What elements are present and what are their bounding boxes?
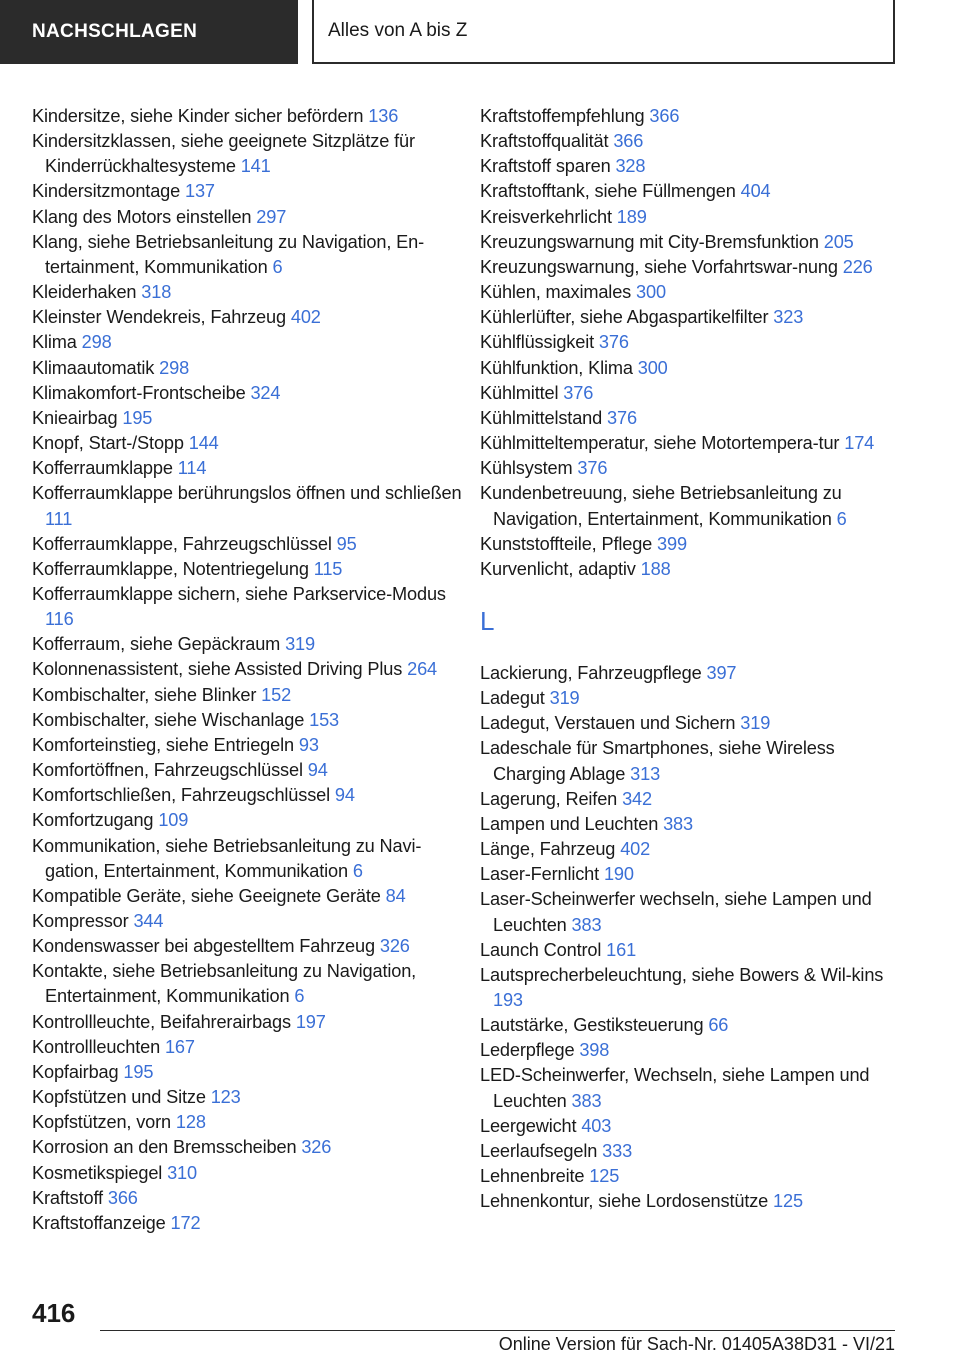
- page-reference-link[interactable]: 128: [175, 1112, 206, 1133]
- index-entry: [32, 481, 462, 531]
- index-column-left: [32, 104, 462, 1236]
- section-letter-heading: L: [480, 605, 495, 636]
- index-entry-text: Kühlsystem: [480, 458, 573, 479]
- index-entry: [480, 532, 900, 557]
- index-entry: [480, 381, 900, 406]
- page-reference-link[interactable]: 300: [636, 282, 666, 303]
- index-entry: [480, 481, 900, 531]
- index-entry-text: Kosmetikspiegel: [32, 1162, 163, 1183]
- index-entry-text: Komfortzugang: [32, 810, 154, 831]
- footer-divider: [100, 1330, 895, 1331]
- page-reference-link[interactable]: 298: [81, 332, 112, 353]
- index-entry-text: Kofferraumklappe sichern, siehe Parkservice-Modus: [32, 583, 446, 604]
- page-reference-link[interactable]: 319: [549, 688, 580, 709]
- index-entry-text: Kindersitze, siehe Kinder sicher befördern: [32, 106, 364, 126]
- index-entry: [32, 1161, 462, 1186]
- index-entry-text: Kühlflüssigkeit: [480, 332, 595, 353]
- index-entry: [480, 356, 900, 381]
- index-entry: [32, 456, 462, 481]
- index-entry: [480, 862, 900, 887]
- page-reference-link[interactable]: 326: [379, 936, 410, 957]
- page-reference-link[interactable]: 161: [606, 939, 637, 960]
- index-entry: [32, 783, 462, 808]
- page-reference-link[interactable]: 190: [603, 864, 634, 885]
- index-entry-text: Lehnenkontur, siehe Lordosenstütze: [480, 1191, 769, 1212]
- index-entry-text: Kleinster Wendekreis, Fahrzeug: [32, 307, 286, 328]
- index-entry: [32, 1035, 462, 1060]
- page-reference-link[interactable]: 264: [407, 659, 438, 680]
- index-entry-text: Kurvenlicht, adaptiv: [480, 558, 636, 579]
- index-entry: [480, 1038, 900, 1063]
- index-entry: [480, 305, 900, 330]
- index-entry-text: Lampen und Leuchten: [480, 813, 659, 834]
- index-entry-text: Kindersitzklassen, siehe geeignete Sitzplätze für Kinderrückhaltesysteme: [32, 131, 415, 177]
- index-entry-text: Kommunikation, siehe Betriebsanleitung zu Navi-gation, Entertainment, Kommunikation: [32, 835, 422, 881]
- index-column-right: [480, 104, 900, 1214]
- index-entry: [32, 758, 462, 783]
- page-reference-link[interactable]: 188: [640, 558, 671, 579]
- page-reference-link[interactable]: 324: [250, 382, 281, 403]
- index-entry-text: Kühlen, maximales: [480, 282, 632, 303]
- index-entry: [480, 1189, 900, 1214]
- page-reference-link[interactable]: 136: [368, 106, 399, 126]
- index-entry-text: Kraftstofftank, siehe Füllmengen: [480, 181, 736, 202]
- index-entry: [32, 884, 462, 909]
- page-reference-link[interactable]: 383: [663, 813, 693, 834]
- index-entry: [480, 406, 900, 431]
- index-entry: [480, 686, 900, 711]
- index-entry-text: Kreuzungswarnung, siehe Vorfahrtswar-nung: [480, 256, 838, 277]
- page-reference-link[interactable]: 366: [649, 106, 680, 126]
- index-entry: [480, 179, 900, 204]
- page-reference-link[interactable]: 344: [133, 911, 164, 931]
- index-entry-text: Kraftstoffqualität: [480, 131, 609, 152]
- page-number: 416: [32, 1298, 76, 1328]
- index-entry: [480, 812, 900, 837]
- index-entry-text: Komfortöffnen, Fahrzeugschlüssel: [32, 760, 303, 781]
- index-entry-text: Kühlmitteltemperatur, siehe Motortempera-tur: [480, 433, 840, 454]
- page-reference-link[interactable]: 383: [571, 914, 602, 935]
- section-tab: NACHSCHLAGEN: [0, 0, 298, 64]
- index-entry-text: Kompatible Geräte, siehe Geeignete Geräte: [32, 885, 381, 906]
- index-entry-text: Ladegut, Verstauen und Sichern: [480, 713, 736, 734]
- index-entry: [32, 431, 462, 456]
- index-entry-text: Kompressor: [32, 911, 129, 931]
- index-entry: [32, 305, 462, 330]
- page-reference-link[interactable]: 366: [613, 131, 644, 152]
- page-reference-link[interactable]: 144: [188, 433, 219, 454]
- index-entry: [32, 129, 462, 179]
- index-entry-text: Kundenbetreuung, siehe Betriebsanleitung zu Navigation, Entertainment, Kommunikation: [480, 483, 842, 529]
- page-reference-link[interactable]: 318: [141, 282, 172, 303]
- index-entry-text: Kindersitzmontage: [32, 181, 181, 202]
- page-reference-link[interactable]: 319: [285, 634, 315, 655]
- page-reference-link[interactable]: 397: [706, 662, 737, 683]
- page-reference-link[interactable]: 376: [607, 407, 637, 428]
- index-entry-text: Kofferraumklappe berührungslos öffnen und schließen: [32, 483, 462, 504]
- page-reference-link[interactable]: 84: [385, 885, 406, 906]
- page-reference-link[interactable]: 399: [657, 533, 687, 554]
- index-entry: [480, 787, 900, 812]
- index-entry: [480, 154, 900, 179]
- index-entry-text: Kopfstützen und Sitze: [32, 1087, 206, 1108]
- page-reference-link[interactable]: 328: [615, 156, 646, 177]
- index-entry: [480, 661, 900, 686]
- index-entry-text: Kofferraumklappe: [32, 458, 173, 479]
- index-entry: [32, 834, 462, 884]
- index-entry-text: Kopfstützen, vorn: [32, 1112, 171, 1133]
- page-header: [0, 0, 960, 66]
- index-entry-text: Kopfairbag: [32, 1061, 119, 1082]
- page-reference-link[interactable]: 152: [261, 684, 292, 705]
- page-reference-link[interactable]: 93: [298, 734, 319, 755]
- page-reference-link[interactable]: 95: [336, 533, 357, 554]
- index-entry: [480, 1063, 900, 1113]
- index-entry: [480, 230, 900, 255]
- index-entry-text: Laser-Scheinwerfer wechseln, siehe Lampen und Leuchten: [480, 889, 872, 935]
- page-reference-link[interactable]: 319: [740, 713, 771, 734]
- page-reference-link[interactable]: 197: [295, 1011, 326, 1032]
- page-reference-link[interactable]: 310: [167, 1162, 197, 1183]
- page-reference-link[interactable]: 167: [164, 1036, 195, 1057]
- page-reference-link[interactable]: 313: [630, 763, 661, 784]
- index-entry: [32, 557, 462, 582]
- page-reference-link[interactable]: 404: [740, 181, 771, 202]
- page-reference-link[interactable]: 297: [256, 206, 287, 227]
- index-entry: [32, 1060, 462, 1085]
- index-entry: [32, 381, 462, 406]
- index-entry: [480, 1013, 900, 1038]
- index-entry-text: Knieairbag: [32, 407, 118, 428]
- page-reference-link[interactable]: 333: [602, 1140, 633, 1161]
- page-reference-link[interactable]: 205: [823, 231, 854, 252]
- index-entry-text: Kontakte, siehe Betriebsanleitung zu Navigation, Entertainment, Kommunikation: [32, 961, 417, 1007]
- index-entry-text: LED-Scheinwerfer, Wechseln, siehe Lampen und Leuchten: [480, 1065, 870, 1111]
- page-reference-link[interactable]: 189: [616, 206, 647, 227]
- page-reference-link[interactable]: 111: [45, 508, 73, 529]
- page-reference-link[interactable]: 193: [493, 990, 523, 1010]
- index-entry-text: Kofferraumklappe, Notentriegelung: [32, 558, 309, 579]
- index-entry-text: Kraftstoff sparen: [480, 156, 611, 177]
- index-entry-text: Klang, siehe Betriebsanleitung zu Navigation, En-tertainment, Kommunikation: [32, 231, 425, 277]
- index-entry-text: Klang des Motors einstellen: [32, 206, 252, 227]
- index-entry-text: Kühlmittel: [480, 382, 559, 403]
- index-entry-text: Kreisverkehrlicht: [480, 206, 612, 227]
- index-entry-text: Leergewicht: [480, 1115, 577, 1136]
- page-reference-link[interactable]: 172: [170, 1212, 201, 1233]
- index-entry-text: Lautsprecherbeleuchtung, siehe Bowers & Wil-kins: [480, 964, 884, 985]
- page-reference-link[interactable]: 174: [844, 433, 875, 454]
- page-reference-link[interactable]: 376: [577, 458, 608, 479]
- page-reference-link[interactable]: 137: [185, 181, 215, 202]
- index-entry-text: Lackierung, Fahrzeugpflege: [480, 662, 702, 683]
- index-entry-text: Kraftstoff: [32, 1187, 103, 1208]
- page-reference-link[interactable]: 94: [334, 785, 355, 806]
- index-entry: [480, 736, 900, 786]
- index-entry: [480, 963, 900, 1013]
- page-reference-link[interactable]: 300: [637, 357, 668, 378]
- page-reference-link[interactable]: 226: [842, 256, 873, 277]
- page-reference-link[interactable]: 114: [177, 458, 207, 479]
- page-reference-link[interactable]: 402: [290, 307, 321, 328]
- index-entry-text: Kraftstoffempfehlung: [480, 106, 645, 126]
- index-entry: [480, 205, 900, 230]
- index-entry: [32, 934, 462, 959]
- index-entry: [32, 909, 462, 934]
- index-entry-text: Kühlfunktion, Klima: [480, 357, 633, 378]
- page-reference-link[interactable]: 123: [210, 1087, 241, 1108]
- index-entry-text: Lagerung, Reifen: [480, 788, 618, 809]
- page-reference-link[interactable]: 115: [313, 558, 343, 579]
- index-entry: [480, 938, 900, 963]
- index-entry-text: Kombischalter, siehe Wischanlage: [32, 709, 305, 730]
- page-reference-link[interactable]: 125: [773, 1191, 803, 1212]
- index-entry-text: Kreuzungswarnung mit City-Bremsfunktion: [480, 231, 819, 252]
- page-reference-link[interactable]: 153: [309, 709, 340, 730]
- index-entry: [32, 406, 462, 431]
- page-reference-link[interactable]: 6: [272, 256, 283, 277]
- index-entry: [32, 1135, 462, 1160]
- index-entry: [480, 1164, 900, 1189]
- index-entry: [32, 683, 462, 708]
- index-entry: [32, 657, 462, 682]
- index-entry-text: Klima: [32, 332, 77, 353]
- index-entry-text: Kleiderhaken: [32, 282, 137, 303]
- index-entry: [32, 1211, 462, 1236]
- index-entry: [32, 104, 462, 129]
- index-entry: [480, 129, 900, 154]
- index-entry-text: Klimakomfort-Frontscheibe: [32, 382, 246, 403]
- index-entry-text: Kühlerlüfter, siehe Abgaspartikelfilter: [480, 307, 769, 328]
- page-reference-link[interactable]: 94: [307, 760, 328, 781]
- page-reference-link[interactable]: 376: [598, 332, 629, 353]
- index-entry-text: Kontrollleuchte, Beifahrerairbags: [32, 1011, 291, 1032]
- index-entry: [480, 711, 900, 736]
- page-reference-link[interactable]: 403: [581, 1115, 612, 1136]
- index-entry-text: Kühlmittelstand: [480, 407, 603, 428]
- page-reference-link[interactable]: 366: [107, 1187, 138, 1208]
- page-reference-link[interactable]: 398: [579, 1040, 610, 1061]
- index-entry: [480, 1139, 900, 1164]
- index-entry-text: Kraftstoffanzeige: [32, 1212, 166, 1233]
- index-entry: [32, 205, 462, 230]
- index-entry: [480, 280, 900, 305]
- index-entry-text: Korrosion an den Bremsscheiben: [32, 1137, 297, 1158]
- index-entry-text: Ladeschale für Smartphones, siehe Wireless Charging Ablage: [480, 738, 835, 784]
- index-group-k: [480, 104, 900, 582]
- index-entry: [32, 959, 462, 1009]
- page-reference-link[interactable]: 402: [620, 839, 651, 860]
- index-entry: [32, 632, 462, 657]
- page-reference-link[interactable]: 195: [122, 407, 153, 428]
- index-entry: [480, 1114, 900, 1139]
- index-entry-text: Komfortschließen, Fahrzeugschlüssel: [32, 785, 331, 806]
- index-entry: [480, 456, 900, 481]
- index-entry: [480, 557, 900, 582]
- index-entry-text: Lautstärke, Gestiksteuerung: [480, 1015, 704, 1036]
- index-entry: [32, 808, 462, 833]
- page-reference-link[interactable]: 323: [773, 307, 804, 328]
- index-entry: [480, 837, 900, 862]
- index-entry-text: Kondenswasser bei abgestelltem Fahrzeug: [32, 936, 375, 957]
- index-group-l: [480, 661, 900, 1214]
- index-entry: [32, 280, 462, 305]
- page-reference-link[interactable]: 6: [836, 508, 847, 529]
- index-entry: [32, 330, 462, 355]
- page-reference-link[interactable]: 116: [45, 609, 74, 630]
- index-entry-text: Lederpflege: [480, 1040, 575, 1061]
- index-entry-text: Knopf, Start-/Stopp: [32, 433, 184, 454]
- index-entry: [32, 532, 462, 557]
- index-entry-text: Laser-Fernlicht: [480, 864, 600, 885]
- footer-version-text: Online Version für Sach-Nr. 01405A38D31 - VI/21: [498, 1334, 895, 1354]
- index-entry: [32, 1110, 462, 1135]
- index-entry: [480, 887, 900, 937]
- index-entry: [32, 733, 462, 758]
- index-entry-text: Klimaautomatik: [32, 357, 155, 378]
- page-reference-link[interactable]: 141: [240, 156, 271, 177]
- index-entry: [32, 1085, 462, 1110]
- index-entry: [480, 104, 900, 129]
- index-entry-text: Kunststoffteile, Pflege: [480, 533, 653, 554]
- index-entry-text: Launch Control: [480, 939, 602, 960]
- index-entry-text: Leerlaufsegeln: [480, 1140, 598, 1161]
- index-entry-text: Kofferraumklappe, Fahrzeugschlüssel: [32, 533, 332, 554]
- page-reference-link[interactable]: 109: [158, 810, 189, 831]
- page-reference-link[interactable]: 6: [294, 986, 305, 1007]
- page-reference-link[interactable]: 125: [589, 1166, 620, 1187]
- index-entry-text: Ladegut: [480, 688, 545, 709]
- index-entry-text: Kofferraum, siehe Gepäckraum: [32, 634, 281, 655]
- index-entry-text: Kolonnenassistent, siehe Assisted Driving Plus: [32, 659, 403, 680]
- page-reference-link[interactable]: 383: [571, 1090, 602, 1111]
- page-reference-link[interactable]: 195: [123, 1061, 154, 1082]
- index-entry-text: Komforteinstieg, siehe Entriegeln: [32, 734, 294, 755]
- index-entry: [480, 255, 900, 280]
- index-entry-text: Kontrollleuchten: [32, 1036, 161, 1057]
- index-entry-text: Länge, Fahrzeug: [480, 839, 616, 860]
- index-entry-text: Kombischalter, siehe Blinker: [32, 684, 257, 705]
- page-reference-link[interactable]: 342: [622, 788, 652, 809]
- index-entry: [32, 1186, 462, 1211]
- index-entry-text: Lehnenbreite: [480, 1166, 585, 1187]
- index-entry: [32, 582, 462, 632]
- index-entry: [32, 1010, 462, 1035]
- page-reference-link[interactable]: 6: [352, 860, 363, 881]
- page-reference-link[interactable]: 298: [159, 357, 190, 378]
- index-entry: [32, 708, 462, 733]
- chapter-title: Alles von A bis Z: [312, 0, 895, 64]
- page-reference-link[interactable]: 66: [708, 1015, 729, 1036]
- index-entry: [32, 230, 462, 280]
- page-reference-link[interactable]: 376: [563, 382, 594, 403]
- page-reference-link[interactable]: 326: [301, 1137, 332, 1158]
- index-entry: [480, 431, 900, 456]
- index-entry: [32, 179, 462, 204]
- index-entry: [480, 330, 900, 355]
- index-entry: [32, 356, 462, 381]
